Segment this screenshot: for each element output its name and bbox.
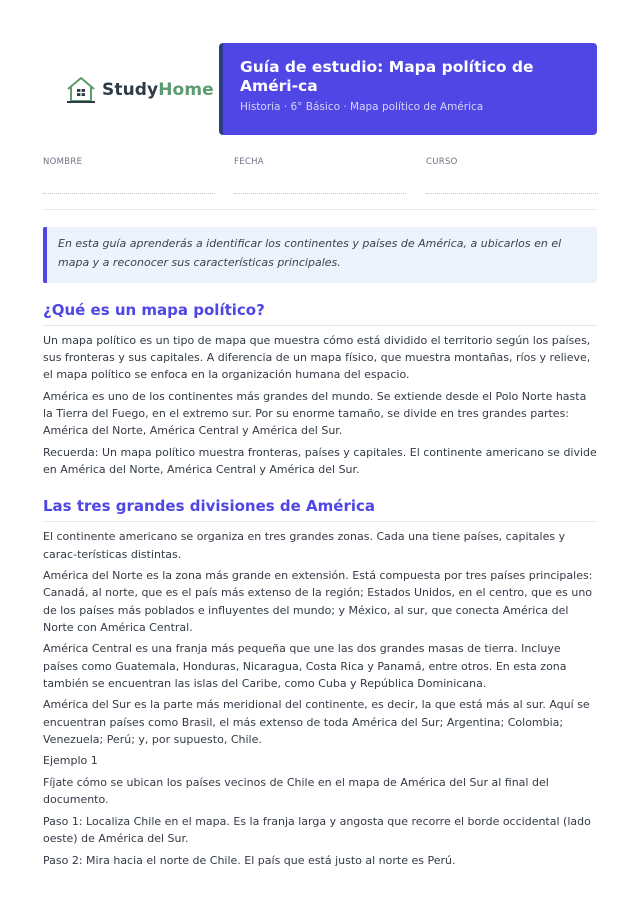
step-1: Paso 1: Localiza Chile en el mapa. Es la franja larga y angosta que recorre el borde occidental (lado oeste) de América del Sur. [43, 814, 591, 845]
example-text: Fíjate cómo se ubican los países vecinos de Chile en el mapa de América del Sur al final del documento. [43, 776, 549, 807]
name-line [43, 192, 215, 194]
date-field[interactable] [234, 157, 406, 194]
logo-text-study: Study [102, 80, 159, 100]
step-2: Paso 2: Mira hacia el norte de Chile. El país que está justo al norte es Perú. [43, 853, 456, 867]
paragraph: América Central es una franja más pequeña que une las dos grandes masas de tierra. Incluye países como Guatemala, Honduras, Nicaragua, Costa Rica y Panamá, entre otros. En esta zona también se encuentran las islas del Caribe, como Cuba y República Dominicana. [43, 642, 567, 690]
logo-text-home: Home [158, 80, 214, 100]
paragraph: América del Norte es la zona más grande en extensión. Está compuesta por tres países principales: Canadá, al norte, que es el país más extenso de la región; Estados Unidos, en el centro, que es uno de los países más poblados e influyentes del mundo; y México, al sur, que conecta América del Norte con América Central. [43, 569, 593, 634]
paragraph: América es uno de los continentes más grandes del mundo. Se extiende desde el Polo Norte hasta la Tierra del Fuego, en el extremo sur. Por su enorme tamaño, se divide en tres grandes partes: América del Norte, América Central y América del Sur. [43, 390, 587, 438]
paragraph: Un mapa político es un tipo de mapa que muestra cómo está dividido el territorio según los países, sus fronteras y sus capitales. A diferencia de un mapa físico, que muestra montañas, ríos y relieve, el mapa político se enfoca en la organización humana del espacio. [43, 334, 591, 382]
page-title: Guía de estudio: Mapa político de Améri-ca [240, 58, 534, 95]
date-line [234, 192, 406, 194]
section-heading-divisions: Las tres grandes divisiones de América [43, 491, 597, 522]
main-content [43, 295, 597, 869]
studyhome-logo [65, 75, 214, 105]
course-field[interactable] [426, 157, 598, 194]
student-info-fields [43, 157, 597, 210]
example-label: Ejemplo 1 [43, 754, 98, 768]
course-line [426, 192, 598, 194]
house-icon [65, 75, 97, 105]
subject-meta: Historia · 6° Básico · Mapa político de América [240, 101, 484, 113]
intro-callout: En esta guía aprenderás a identificar los continentes y países de América, a ubicarlos en el mapa y a reconocer sus características principales. [43, 227, 597, 283]
date-label: FECHA [234, 157, 264, 167]
paragraph: América del Sur es la parte más meridional del continente, es decir, la que está más al sur. Aquí se encuentran países como Brasil, el más extenso de toda América del Sur; Argentina; Colombia; Venezuela; Perú; y, por supuesto, Chile. [43, 698, 590, 746]
name-label: NOMBRE [43, 157, 83, 167]
name-field[interactable] [43, 157, 215, 194]
course-label: CURSO [426, 157, 458, 167]
section-heading-political-map: ¿Qué es un mapa político? [43, 295, 597, 326]
paragraph: El continente americano se organiza en tres grandes zonas. Cada una tiene países, capitales y carac-terísticas distintas. [43, 530, 566, 561]
paragraph: Recuerda: Un mapa político muestra fronteras, países y capitales. El continente americano se divide en América del Norte, América Central y América del Sur. [43, 446, 597, 477]
header-banner [219, 43, 597, 135]
